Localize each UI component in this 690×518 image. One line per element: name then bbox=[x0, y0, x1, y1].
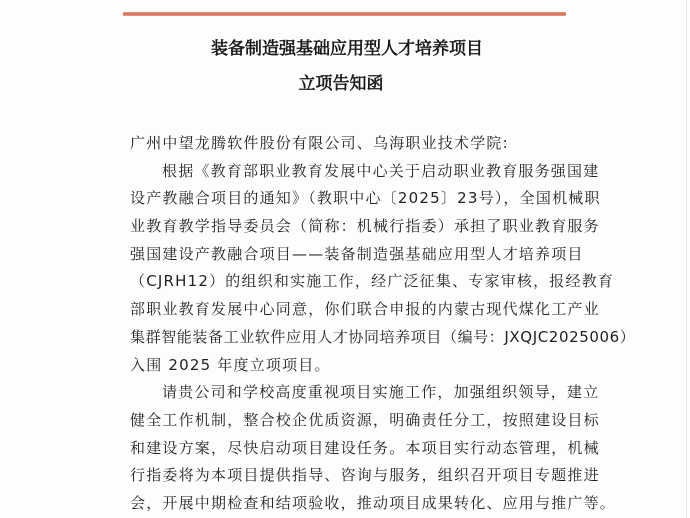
body-line: 请贵公司和学校高度重视项目实施工作，加强组织领导，建立 bbox=[162, 383, 600, 402]
header-red-rule bbox=[123, 12, 566, 16]
body-line: 业教育教学指导委员会（简称：机械行指委）承担了职业教育服务 bbox=[130, 217, 600, 236]
document-title: 装备制造强基础应用型人才培养项目 bbox=[211, 39, 483, 59]
body-line: 入围 2025 年度立项项目。 bbox=[130, 355, 331, 374]
document-subtitle: 立项告知函 bbox=[298, 74, 384, 94]
body-line: 行指委将为本项目提供指导、咨询与服务，组织召开项目专题推进 bbox=[130, 466, 600, 485]
body-line: 会，开展中期检查和结项验收，推动项目成果转化、应用与推广等。 bbox=[130, 493, 617, 512]
body-line: 设产教融合项目的通知》（教职中心〔2025〕23号），全国机械职 bbox=[130, 189, 601, 208]
body-line: 健全工作机制，整合校企优质资源，明确责任分工，按照建设目标 bbox=[130, 410, 600, 429]
page-border bbox=[686, 0, 687, 518]
body-line: 部职业教育发展中心同意，你们联合申报的内蒙古现代煤化工产业 bbox=[130, 300, 600, 319]
body-line: 集群智能装备工业软件应用人才协同培养项目（编号：JXQJC2025006） bbox=[130, 327, 636, 346]
salutation: 广州中望龙腾软件股份有限公司、乌海职业技术学院: bbox=[130, 134, 509, 152]
body-line: （CJRH12）的组织和实施工作，经广泛征集、专家审核，报经教育 bbox=[130, 272, 615, 291]
body-line: 强国建设产教融合项目——装备制造强基础应用型人才培养项目 bbox=[130, 244, 584, 263]
body-line: 根据《教育部职业教育发展中心关于启动职业教育服务强国建 bbox=[162, 161, 600, 180]
document-body bbox=[130, 130, 636, 518]
body-line: 和建设方案，尽快启动项目建设任务。本项目实行动态管理，机械 bbox=[130, 438, 600, 457]
